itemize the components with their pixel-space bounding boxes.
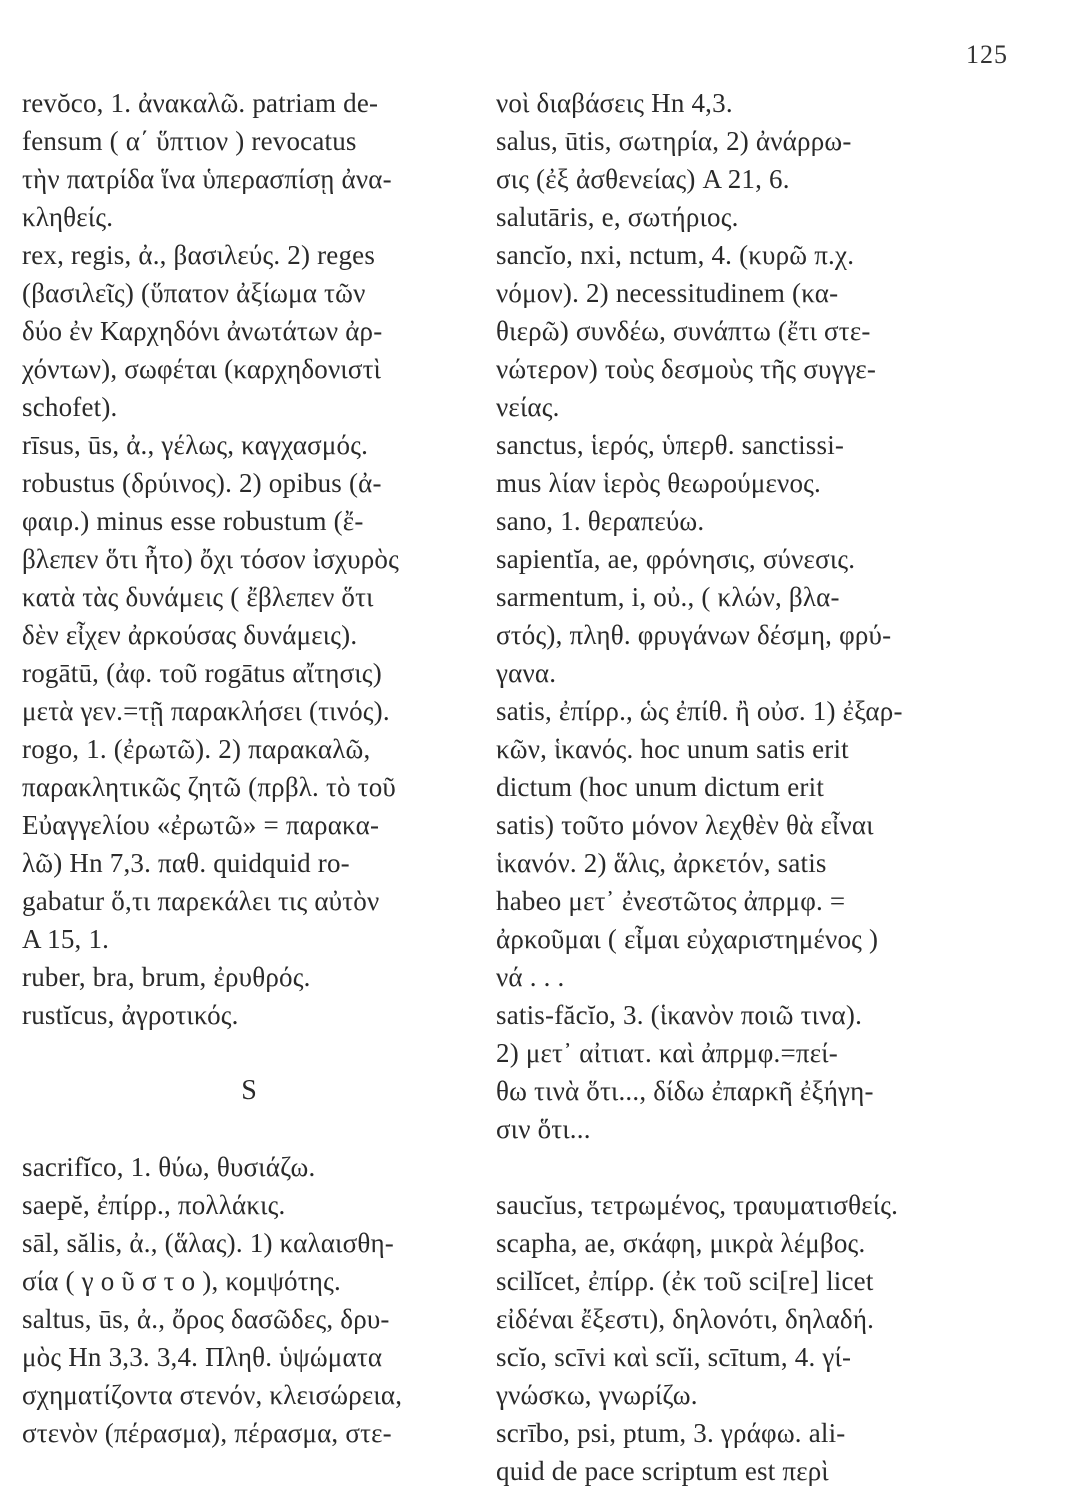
entry-line: κληθείς. — [22, 202, 114, 232]
entry-line: σία ( γ ο ῦ σ τ ο ), κομψότης. — [22, 1266, 341, 1296]
entry-line: gabatur ὅ,τι παρεκάλει τις αὐτὸν — [22, 886, 380, 916]
entry-line: sapientĭa, ae, φρόνησις, σύνεσις. — [496, 544, 856, 574]
entry-line: λῶ) Hn 7,3. παθ. quidquid ro- — [22, 848, 350, 878]
entry-line: σις (ἐξ ἀσθενείας) A 21, 6. — [496, 164, 790, 194]
entry-line: φαιρ.) minus esse robustum (ἔ- — [22, 506, 364, 536]
entry-line: γνώσκω, γνωρίζω. — [496, 1380, 698, 1410]
entry-line: δύο ἐν Καρχηδόνι ἀνωτάτων ἀρ- — [22, 316, 383, 346]
entry-line: revŏco, 1. ἀνακαλῶ. patriam de- — [22, 88, 379, 118]
spacer — [22, 1110, 467, 1148]
entry-line: παρακλητικῶς ζητῶ (πρβλ. τὸ τοῦ — [22, 772, 396, 802]
entry-line: rustĭcus, ἀγροτικός. — [22, 1000, 239, 1030]
entry-line: saepĕ, ἐπίρρ., πολλάκις. — [22, 1190, 286, 1220]
page-number: 125 — [966, 40, 1008, 69]
entry-line: quid de pace scriptum est περὶ — [496, 1456, 829, 1486]
entry-line: ruber, bra, brum, ἐρυθρός. — [22, 962, 311, 992]
entry-line: satis-făcĭo, 3. (ἱκανὸν ποιῶ τινα). — [496, 1000, 863, 1030]
entry-line: 2) μετ᾽ αἰτιατ. καὶ ἀπρμφ.=πεί- — [496, 1038, 838, 1068]
entry-line: τὴν πατρίδα ἵνα ὑπερασπίσῃ ἀνα- — [22, 164, 392, 194]
entry-line: sanctus, ἱερός, ὑπερθ. sanctissi- — [496, 430, 845, 460]
entry-line: νά . . . — [496, 962, 565, 992]
right-column — [496, 84, 936, 1490]
entry-line: στός), πληθ. φρυγάνων δέσμη, φρύ- — [496, 620, 892, 650]
entry-line: robustus (δρύινος). 2) opibus (ἀ- — [22, 468, 382, 498]
left-column — [22, 84, 467, 1452]
entry-line: (βασιλεῖς) (ὕπατον ἀξίωμα τῶν — [22, 278, 366, 308]
entry-line: rīsus, ūs, ἀ., γέλως, καγχασμός. — [22, 430, 369, 460]
entry-line: rogātū, (ἀφ. τοῦ rogātus αἴτησις) — [22, 658, 382, 688]
spacer — [22, 1034, 467, 1072]
entry-line: θιερῶ) συνδέω, συνάπτω (ἔτι στε- — [496, 316, 871, 346]
entry-line: salus, ūtis, σωτηρία, 2) ἀνάρρω- — [496, 126, 852, 156]
entry-line: habeo μετ᾽ ἐνεστῶτος ἀπρμφ. = — [496, 886, 846, 916]
entry-line: νοὶ διαβάσεις Hn 4,3. — [496, 88, 733, 118]
entry-line: σχηματίζοντα στενόν, κλεισώρεια, — [22, 1380, 403, 1410]
entry-line: satis) τοῦτο μόνον λεχθὲν θὰ εἶναι — [496, 810, 874, 840]
entry-line: νώτερον) τοὺς δεσμοὺς τῆς συγγε- — [496, 354, 877, 384]
entry-line: κῶν, ἱκανός. hoc unum satis erit — [496, 734, 849, 764]
entry-line: scilĭcet, ἐπίρρ. (ἐκ τοῦ sci[re] licet — [496, 1266, 874, 1296]
entry-line: fensum ( α΄ ὕπτιον ) revocatus — [22, 126, 357, 156]
entry-line: saltus, ūs, ἀ., ὄρος δασῶδες, δρυ- — [22, 1304, 390, 1334]
entry-line: νείας. — [496, 392, 560, 422]
entry-line: μετὰ γεν.=τῇ παρακλήσει (τινός). — [22, 696, 390, 726]
entry-line: ἀρκοῦμαι ( εἶμαι εὐχαριστημένος ) — [496, 924, 879, 954]
entry-line: εἰδέναι ἔξεστι), δηλονότι, δηλαδή. — [496, 1304, 875, 1334]
entry-line: σιν ὅτι... — [496, 1114, 591, 1144]
entry-line: Εὐαγγελίου «ἐρωτῶ» = παρακα- — [22, 810, 380, 840]
entry-line: μὸς Hn 3,3. 3,4. Πληθ. ὑψώματα — [22, 1342, 383, 1372]
entry-line: satis, ἐπίρρ., ὡς ἐπίθ. ἢ οὐσ. 1) ἐξαρ- — [496, 696, 903, 726]
entry-line: γανα. — [496, 658, 557, 688]
entry-line: κατὰ τὰς δυνάμεις ( ἔβλεπεν ὅτι — [22, 582, 374, 612]
entry-line: χόντων), σωφέται (καρχηδονιστὶ — [22, 354, 382, 384]
entry-line: ἱκανόν. 2) ἅλις, ἀρκετόν, satis — [496, 848, 827, 878]
spacer — [496, 1148, 936, 1186]
entry-line: salutāris, e, σωτήριος. — [496, 202, 739, 232]
entry-line: δὲν εἶχεν ἀρκούσας δυνάμεις). — [22, 620, 358, 650]
entry-line: sacrifĭco, 1. θύω, θυσιάζω. — [22, 1152, 316, 1182]
entry-line: mus λίαν ἱερὸς θεωρούμενος. — [496, 468, 821, 498]
entry-line: βλεπεν ὅτι ἦτο) ὄχι τόσον ἰσχυρὸς — [22, 544, 399, 574]
entry-line: rogo, 1. (ἐρωτῶ). 2) παρακαλῶ, — [22, 734, 371, 764]
entry-line: νόμον). 2) necessitudinem (κα- — [496, 278, 839, 308]
entry-line: scĭo, scīvi καὶ scĭi, scītum, 4. γί- — [496, 1342, 852, 1372]
entry-line: scapha, ae, σκάφη, μικρὰ λέμβος. — [496, 1228, 866, 1258]
entry-line: rex, regis, ἀ., βασιλεύς. 2) reges — [22, 240, 376, 270]
entry-line: schofet). — [22, 392, 118, 422]
entry-line: dictum (hoc unum dictum erit — [496, 772, 825, 802]
entry-line: scrībo, psi, ptum, 3. γράφω. ali- — [496, 1418, 846, 1448]
entry-line: sancĭo, nxi, nctum, 4. (κυρῶ π.χ. — [496, 240, 855, 270]
section-letter: S — [241, 1075, 258, 1106]
entry-line: θω τινὰ ὅτι..., δίδω ἐπαρκῆ ἐξήγη- — [496, 1076, 874, 1106]
entry-line: στενὸν (πέρασμα), πέρασμα, στε- — [22, 1418, 392, 1448]
entry-line: sano, 1. θεραπεύω. — [496, 506, 705, 536]
entry-line: sarmentum, i, οὐ., ( κλών, βλα- — [496, 582, 840, 612]
entry-line: saucĭus, τετρωμένος, τραυματισθείς. — [496, 1190, 899, 1220]
entry-line: A 15, 1. — [22, 924, 110, 954]
entry-line: sāl, sălis, ἀ., (ἅλας). 1) καλαισθη- — [22, 1228, 395, 1258]
